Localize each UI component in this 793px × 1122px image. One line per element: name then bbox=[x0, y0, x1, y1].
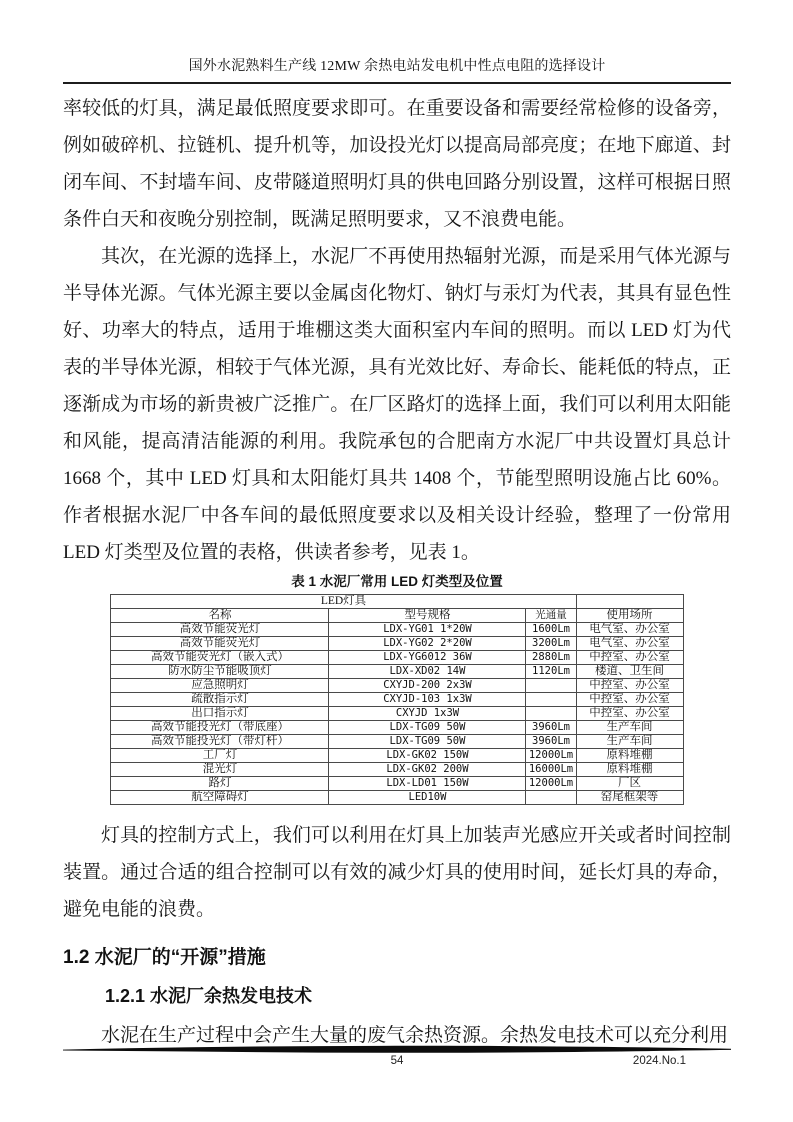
table-cell-name: 高效节能荧光灯（嵌入式） bbox=[111, 651, 329, 665]
table-cell-model: LDX-GK02 200W bbox=[329, 763, 526, 777]
table-cell-model: LDX-YG01 1*20W bbox=[329, 623, 526, 637]
table-cell-model: LDX-YG6012 36W bbox=[329, 651, 526, 665]
section-heading-1-2-1: 1.2.1 水泥厂余热发电技术 bbox=[105, 986, 313, 1006]
table-row bbox=[111, 693, 683, 707]
table-cell-flux: 2880Lm bbox=[526, 651, 576, 665]
table-cell-name: 高效节能荧光灯 bbox=[111, 637, 329, 651]
running-header-title: 国外水泥熟料生产线 12MW 余热电站发电机中性点电阻的选择设计 bbox=[188, 59, 606, 74]
table-group-header-row bbox=[111, 595, 683, 609]
table-row bbox=[111, 777, 683, 791]
column-header-model: 型号规格 bbox=[329, 609, 526, 623]
page-content bbox=[63, 56, 731, 1054]
table-cell-flux: 12000Lm bbox=[526, 777, 576, 791]
column-header-flux: 光通量 bbox=[526, 609, 576, 623]
table-cell-name: 防水防尘节能吸顶灯 bbox=[111, 665, 329, 679]
table-cell-model: CXYJD-103 1x3W bbox=[329, 693, 526, 707]
table-row bbox=[111, 679, 683, 693]
table-row bbox=[111, 735, 683, 749]
led-lamp-table bbox=[110, 594, 683, 805]
table-cell-model: LDX-GK02 150W bbox=[329, 749, 526, 763]
table-cell-name: 应急照明灯 bbox=[111, 679, 329, 693]
table-group-header-spacer bbox=[576, 595, 683, 609]
table-cell-flux: 16000Lm bbox=[526, 763, 576, 777]
footer-text-row bbox=[63, 1055, 731, 1071]
table-cell-model: LDX-XD02 14W bbox=[329, 665, 526, 679]
led-table-body bbox=[111, 623, 683, 805]
table-row bbox=[111, 665, 683, 679]
table-cell-place: 中控室、办公室 bbox=[576, 651, 683, 665]
table-cell-place: 窑尾框架等 bbox=[576, 791, 683, 805]
table-cell-name: 高效节能投光灯（带底座） bbox=[111, 721, 329, 735]
table-cell-name: 高效节能投光灯（带灯杆） bbox=[111, 735, 329, 749]
column-header-place: 使用场所 bbox=[576, 609, 683, 623]
table-row bbox=[111, 763, 683, 777]
table-cell-place: 中控室、办公室 bbox=[576, 707, 683, 721]
table-cell-flux: 3960Lm bbox=[526, 735, 576, 749]
page-header bbox=[63, 56, 731, 84]
table-cell-model: CXYJD-200 2x3W bbox=[329, 679, 526, 693]
table-cell-place: 电气室、办公室 bbox=[576, 623, 683, 637]
table-cell-model: LED10W bbox=[329, 791, 526, 805]
table-header-row bbox=[111, 609, 683, 623]
table-cell-flux bbox=[526, 707, 576, 721]
table-cell-model: CXYJD 1x3W bbox=[329, 707, 526, 721]
table-cell-model: LDX-TG09 50W bbox=[329, 735, 526, 749]
table-cell-name: 混光灯 bbox=[111, 763, 329, 777]
page-footer bbox=[63, 1044, 731, 1071]
table-cell-place: 生产车间 bbox=[576, 735, 683, 749]
table-cell-model: LDX-YG02 2*20W bbox=[329, 637, 526, 651]
table-cell-flux bbox=[526, 679, 576, 693]
table-row bbox=[111, 637, 683, 651]
table-cell-name: 出口指示灯 bbox=[111, 707, 329, 721]
table-row bbox=[111, 791, 683, 805]
table-cell-place: 中控室、办公室 bbox=[576, 693, 683, 707]
section-heading-1-2: 1.2 水泥厂的“开源”措施 bbox=[63, 947, 266, 968]
table-cell-name: 航空障碍灯 bbox=[111, 791, 329, 805]
table-cell-place: 原料堆棚 bbox=[576, 749, 683, 763]
table-row bbox=[111, 707, 683, 721]
table-cell-flux bbox=[526, 693, 576, 707]
table-cell-name: 路灯 bbox=[111, 777, 329, 791]
paragraph-waste-heat-intro: 水泥在生产过程中会产生大量的废气余热资源。余热发电技术可以充分利用 bbox=[101, 1025, 729, 1046]
table-caption: 表 1 水泥厂常用 LED 灯类型及位置 bbox=[291, 574, 503, 589]
footer-bar bbox=[63, 1044, 731, 1054]
table-cell-place: 生产车间 bbox=[576, 721, 683, 735]
table-cell-place: 中控室、办公室 bbox=[576, 679, 683, 693]
paragraph-light-sources: 其次，在光源的选择上，水泥厂不再使用热辐射光源，而是采用气体光源与半导体光源。气体光源主要以金属卤化物灯、钠灯与汞灯为代表，其具有显色性好、功率大的特点，适用于堆棚这类大面积室内车间的照明。而以 LED 灯为代表的半导体光源，相较于气体光源，具有光效比好、寿命长、能耗低的特点，正逐渐成为市场的新贵被广泛推广。在厂区路灯的选择上面，我们可以利用太阳能和风能，提高清洁能源的利用。我院承包的合肥南方水泥厂中共设置灯具总计 1668 个，其中 LED 灯具和太阳能灯具共 1408 个，节能型照明设施占比 60%。作者根据水泥厂中各车间的最低照度要求以及相关设计经验，整理了一份常用 LED 灯类型及位置的表格，供读者参考，见表 1。 bbox=[63, 246, 731, 563]
column-header-name: 名称 bbox=[111, 609, 329, 623]
table-cell-flux: 3200Lm bbox=[526, 637, 576, 651]
table-cell-flux bbox=[526, 791, 576, 805]
table-cell-name: 疏散指示灯 bbox=[111, 693, 329, 707]
table-cell-flux: 12000Lm bbox=[526, 749, 576, 763]
table-group-header: LED灯具 bbox=[111, 595, 576, 609]
page-number: 54 bbox=[390, 1055, 404, 1067]
paragraph-control-methods: 灯具的控制方式上，我们可以利用在灯具上加装声光感应开关或者时间控制装置。通过合适的组合控制可以有效的减少灯具的使用时间，延长灯具的寿命，避免电能的浪费。 bbox=[63, 825, 731, 920]
table-cell-place: 厂区 bbox=[576, 777, 683, 791]
table-cell-flux: 3960Lm bbox=[526, 721, 576, 735]
table-row bbox=[111, 721, 683, 735]
table-row bbox=[111, 651, 683, 665]
table-cell-name: 工厂灯 bbox=[111, 749, 329, 763]
table-cell-place: 楼道、卫生间 bbox=[576, 665, 683, 679]
table-row bbox=[111, 749, 683, 763]
table-cell-place: 电气室、办公室 bbox=[576, 637, 683, 651]
table-cell-model: LDX-LD01 150W bbox=[329, 777, 526, 791]
table-cell-model: LDX-TG09 50W bbox=[329, 721, 526, 735]
table-cell-name: 高效节能荧光灯 bbox=[111, 623, 329, 637]
table-cell-flux: 1120Lm bbox=[526, 665, 576, 679]
table-cell-place: 原料堆棚 bbox=[576, 763, 683, 777]
issue-label: 2024.No.1 bbox=[632, 1055, 686, 1067]
paragraph-lighting-continued: 率较低的灯具，满足最低照度要求即可。在重要设备和需要经常检修的设备旁，例如破碎机、拉链机、提升机等，加设投光灯以提高局部亮度；在地下廊道、封闭车间、不封墙车间、皮带隧道照明灯具的供电回路分别设置，这样可根据日照条件白天和夜晚分别控制，既满足照明要求，又不浪费电能。 bbox=[63, 98, 731, 230]
table-row bbox=[111, 623, 683, 637]
table-cell-flux: 1600Lm bbox=[526, 623, 576, 637]
